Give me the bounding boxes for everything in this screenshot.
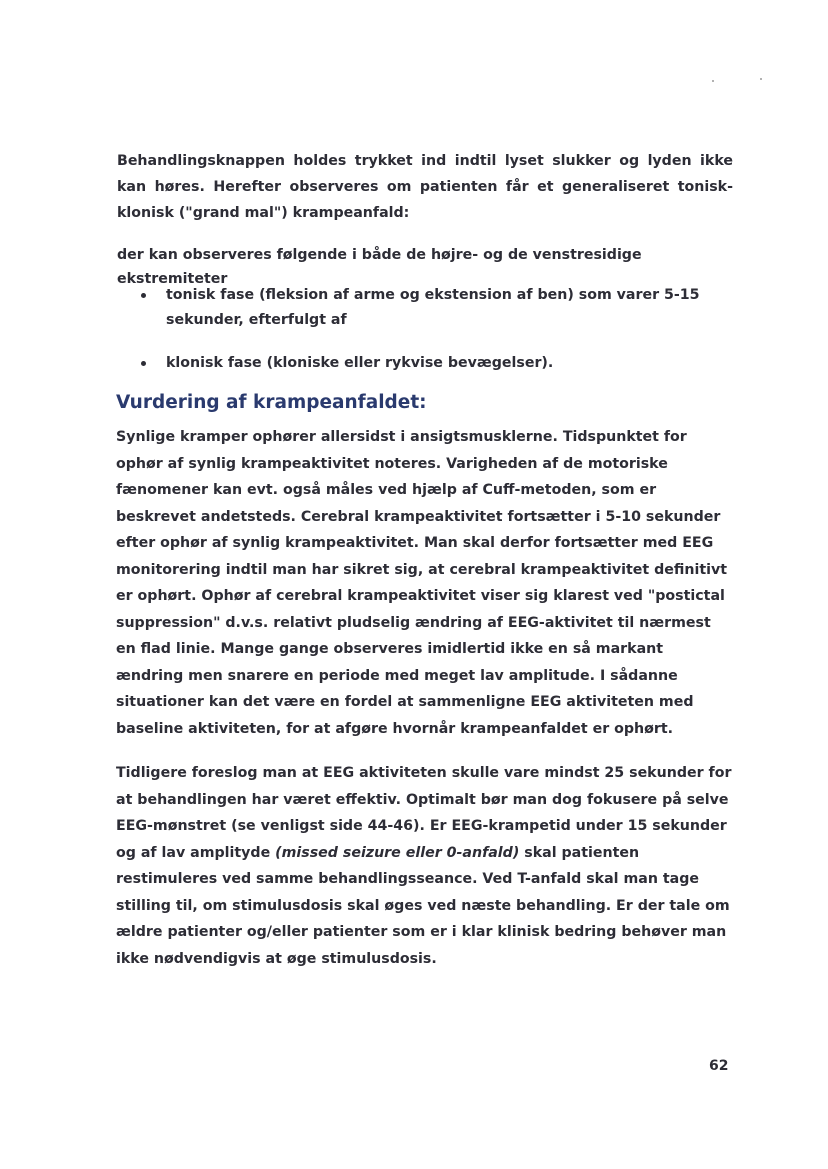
scan-speck [712, 80, 714, 82]
italic-term: (missed seizure eller 0-anfald) [275, 844, 520, 861]
list-item [118, 283, 734, 333]
body-text: Tidligere foreslog man at EEG aktiviteten skulle vare mindst 25 sekunder for at behandlingen har været effektiv. Optimalt bør man dog fokusere på selve EEG-mønstret (se venligst side 44-46). Er EEG-krampetid under 15 sekunder og af lav amplityde [116, 765, 732, 861]
list-item-text: tonisk fase (fleksion af arme og ekstension af ben) som varer 5-15 sekunder, efterfulgt af [166, 287, 700, 328]
section-heading: Vurdering af krampeanfaldet: [116, 392, 427, 413]
list-item [118, 351, 734, 376]
body-paragraph-assessment: Synlige kramper ophører allersidst i ansigtsmusklerne. Tidspunktet for ophør af synlig krampeaktivitet noteres. Varigheden af de motoriske fænomener kan evt. også måles ved hjælp af Cuff-metoden, som er beskrevet andetsteds. Cerebral krampeaktivitet fortsætter i 5-10 sekunder efter ophør af synlig krampeaktivitet. Man skal derfor fortsætter med EEG monitorering indtil man har sikret sig, at cerebral krampeaktivitet definitivt er ophørt. Ophør af cerebral krampeaktivitet viser sig klarest ved "postictal suppression" d.v.s. relativt pludselig ændring af EEG-aktivitet til nærmest en flad linie. Mange gange observeres imidlertid ikke en så markant ændring men snarere en periode med meget lav amplitude. I sådanne situationer kan det være en fordel at sammenligne EEG aktiviteten med baseline aktiviteten, for at afgøre hvornår krampeanfaldet er ophørt. [116, 429, 728, 737]
scan-speck [760, 78, 762, 80]
bullet-dot [141, 361, 146, 366]
body-paragraph-duration [116, 760, 732, 972]
list-item-text: klonisk fase (kloniske eller rykvise bevægelser). [166, 355, 554, 371]
intro-paragraph: Behandlingsknappen holdes trykket ind indtil lyset slukker og lyden ikke kan høres. Herefter observeres om patienten får et generaliseret tonisk-klonisk ("grand mal") krampeanfald: [117, 153, 733, 221]
bullet-dot [141, 293, 146, 298]
page-number: 62 [709, 1058, 729, 1074]
observation-line: der kan observeres følgende i både de højre- og de venstresidige ekstremiteter [117, 247, 642, 287]
body-text: skal patienten restimuleres ved samme behandlingsseance. Ved T-anfald skal man tage stilling til, om stimulusdosis skal øges ved næste behandling. Er der tale om ældre patienter og/eller patienter som er i klar klinisk bedring behøver man ikke nødvendigvis at øge stimulusdosis. [116, 844, 730, 967]
phase-list [118, 283, 734, 376]
